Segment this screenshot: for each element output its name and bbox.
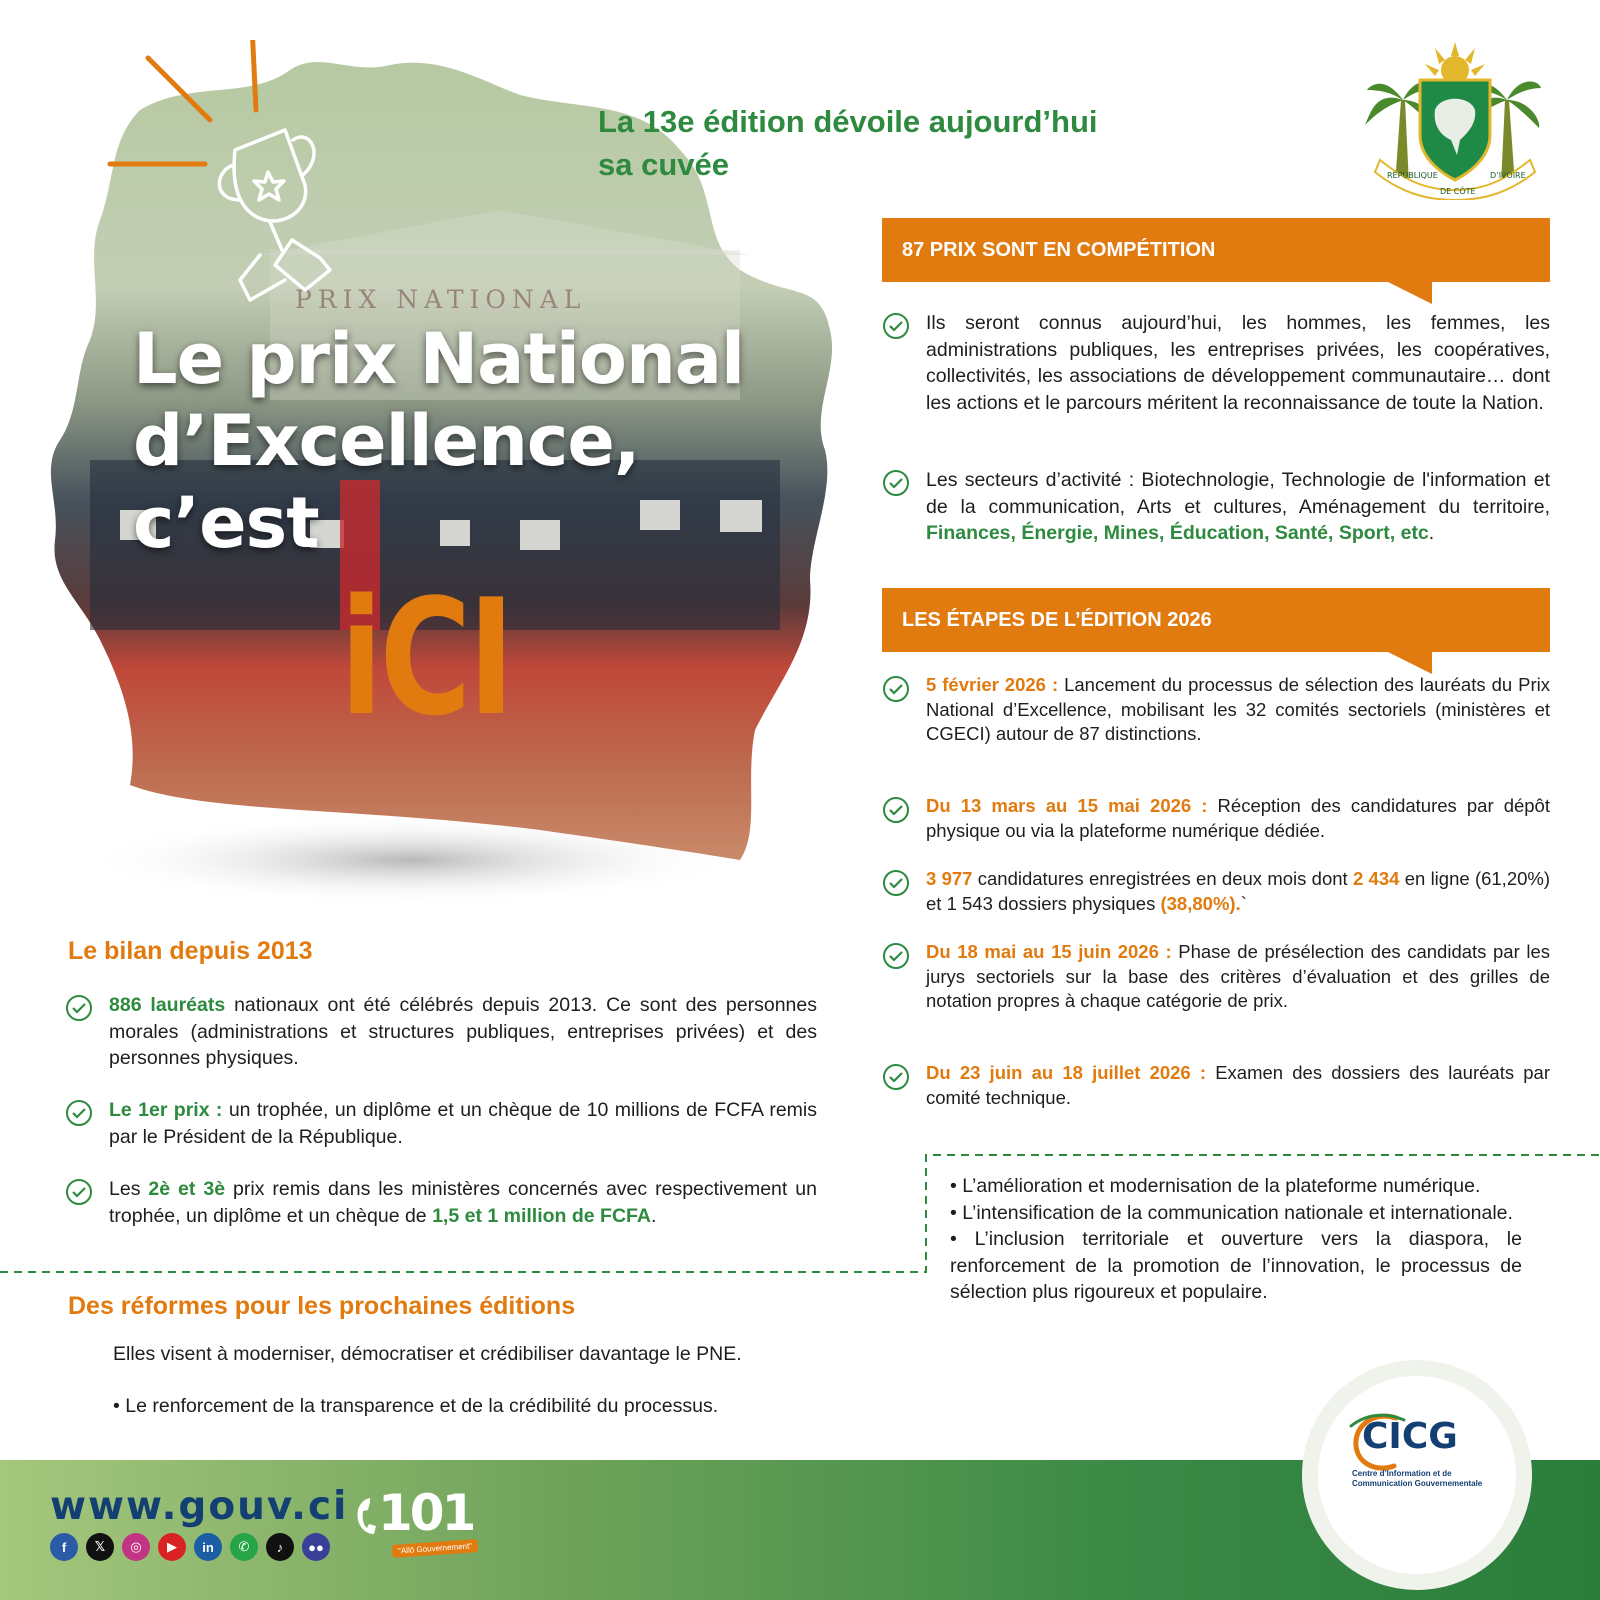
bilan-title: Le bilan depuis 2013 bbox=[68, 937, 313, 965]
bilan-2-highlight: Le 1er prix : bbox=[109, 1099, 223, 1121]
check-circle-icon bbox=[882, 1063, 910, 1091]
facebook-icon[interactable]: f bbox=[50, 1533, 78, 1561]
bilan-1-highlight: 886 lauréats bbox=[109, 994, 226, 1016]
sectors-end: . bbox=[1428, 522, 1435, 544]
check-circle-icon bbox=[65, 1099, 93, 1127]
step-3-physical-pct: (38,80%). bbox=[1160, 892, 1241, 914]
cicg-fullname-line1: Centre d’Information et de bbox=[1352, 1469, 1452, 1478]
step-item-1 bbox=[882, 673, 1550, 747]
intro-line1: La 13e édition dévoile aujourd’hui bbox=[598, 104, 1098, 139]
competition-item-1-text: Ils seront connus aujourd’hui, les hommes, les femmes, les administrations publiques, les entreprises privées, les coopératives, collectivités, les associations de développement communautaire… dont les actions et le parcours méritent la reconnaissance de toute la Nation. bbox=[926, 312, 1550, 414]
steps-banner: LES ÉTAPES DE L’ÉDITION 2026 bbox=[882, 588, 1550, 652]
competition-item-2 bbox=[882, 467, 1550, 547]
step-3-text-c: ` bbox=[1240, 892, 1247, 914]
check-circle-icon bbox=[882, 869, 910, 897]
youtube-icon[interactable]: ▶ bbox=[158, 1533, 186, 1561]
reformes-right-list bbox=[950, 1173, 1522, 1306]
competition-item-2-text bbox=[926, 467, 1550, 547]
x-icon[interactable]: 𝕏 bbox=[86, 1533, 114, 1561]
reformes-item-platform: • L’amélioration et modernisation de la plateforme numérique. bbox=[950, 1175, 1481, 1197]
bilan-3-text-a: Les bbox=[109, 1178, 149, 1200]
cicg-fullname bbox=[1352, 1469, 1502, 1489]
reformes-item-transparency: • Le renforcement de la transparence et de la crédibilité du processus. bbox=[113, 1395, 719, 1417]
hero-sign-text: PRIX NATIONAL bbox=[295, 285, 587, 314]
intro-line2: sa cuvée bbox=[598, 147, 729, 182]
step-item-3 bbox=[882, 867, 1550, 916]
bilan-item-2 bbox=[65, 1097, 817, 1150]
step-4-date: Du 18 mai au 15 juin 2026 : bbox=[926, 941, 1172, 962]
step-2-text: Réception des candidatures par dépôt physique ou via la plateforme numérique dédiée. bbox=[926, 795, 1550, 841]
bilan-2-text: un trophée, un diplôme et un chèque de 10 millions de FCFA remis par le Président de la République. bbox=[109, 1099, 818, 1148]
reformes-item-communication: • L’intensification de la communication nationale et internationale. bbox=[950, 1201, 1513, 1224]
hotline-number: 101 bbox=[378, 1484, 474, 1542]
hero-headline bbox=[133, 318, 744, 564]
reformes-intro: Elles visent à moderniser, démocratiser et crédibiliser davantage le PNE. bbox=[113, 1343, 742, 1365]
coat-ribbon-right: D’IVOIRE bbox=[1490, 171, 1526, 180]
step-1-date: 5 février 2026 : bbox=[926, 674, 1059, 695]
linkedin-icon[interactable]: in bbox=[194, 1533, 222, 1561]
hero-headline-line2: d’Excellence, bbox=[133, 400, 640, 482]
check-circle-icon bbox=[882, 469, 910, 497]
sectors-text: Les secteurs d’activité : Biotechnologie, Technologie de l'information et de la communication, Arts et cultures, Aménagement du territoire, bbox=[926, 469, 1550, 518]
hero-headline-line1: Le prix National bbox=[133, 318, 745, 400]
competition-banner: 87 PRIX SONT EN COMPÉTITION bbox=[882, 218, 1550, 282]
reformes-item-inclusion: • L’inclusion territoriale et ouverture vers la diaspora, le renforcement de la promotion de l’innovation, le processus de sélection plus rigoureux et populaire. bbox=[950, 1228, 1522, 1303]
hero-headline-line3: c’est bbox=[133, 482, 319, 564]
tiktok-icon[interactable]: ♪ bbox=[266, 1533, 294, 1561]
competition-item-1 bbox=[882, 310, 1550, 416]
sectors-highlight: Finances, Énergie, Mines, Éducation, Santé, Sport, etc bbox=[926, 522, 1429, 544]
website-link[interactable]: www.gouv.ci bbox=[50, 1484, 349, 1529]
step-4-text: Phase de présélection des candidats par les jurys sectoriels sur la base des critères d’évaluation et des grilles de notation propres à chaque catégorie de prix. bbox=[926, 941, 1550, 1011]
cicg-acronym: CICG bbox=[1362, 1416, 1458, 1457]
bilan-3-highlight-a: 2è et 3è bbox=[148, 1178, 226, 1200]
bilan-item-1 bbox=[65, 992, 817, 1072]
phone-icon bbox=[354, 1496, 380, 1536]
step-item-5 bbox=[882, 1061, 1550, 1110]
cicg-fullname-line2: Communication Gouvernementale bbox=[1352, 1479, 1483, 1488]
step-3-text-b: en ligne (61,20%) et 1 543 dossiers physiques bbox=[926, 868, 1551, 914]
intro-title bbox=[598, 100, 1098, 186]
check-circle-icon bbox=[882, 312, 910, 340]
step-2-date: Du 13 mars au 15 mai 2026 : bbox=[926, 795, 1208, 816]
check-circle-icon bbox=[65, 994, 93, 1022]
bilan-3-text-b: prix remis dans les ministères concernés avec respectivement un trophée, un diplôme et un chèque de bbox=[109, 1178, 817, 1227]
step-3-total: 3 977 bbox=[926, 868, 973, 889]
step-item-4 bbox=[882, 940, 1550, 1014]
step-1-text: Lancement du processus de sélection des lauréats du Prix National d’Excellence, mobilisant les 32 comités sectoriels (ministères et CGECI) autour de 87 distinctions. bbox=[926, 674, 1550, 744]
hotline-tag: "Allô Gouvernement" bbox=[392, 1539, 479, 1558]
bilan-3-text-c: . bbox=[650, 1204, 657, 1227]
bilan-1-text: nationaux ont été célébrés depuis 2013. Ce sont des personnes morales (administrations et structures publiques, entreprises privées) et des personnes physiques. bbox=[109, 994, 817, 1069]
check-circle-icon bbox=[882, 942, 910, 970]
coat-ribbon-center: DE CÔTE bbox=[1440, 187, 1476, 196]
whatsapp-icon[interactable]: ✆ bbox=[230, 1533, 258, 1561]
bilan-3-highlight-b: 1,5 et 1 million de FCFA bbox=[432, 1204, 651, 1227]
check-circle-icon bbox=[882, 675, 910, 703]
hero-ici-text: iCI bbox=[340, 564, 512, 751]
flickr-icon[interactable]: ●● bbox=[302, 1533, 330, 1561]
reformes-title: Des réformes pour les prochaines éditions bbox=[68, 1292, 576, 1320]
step-5-date: Du 23 juin au 18 juillet 2026 : bbox=[926, 1062, 1207, 1083]
step-3-text-a: candidatures enregistrées en deux mois dont bbox=[972, 868, 1353, 889]
step-3-online: 2 434 bbox=[1352, 868, 1400, 889]
coat-of-arms-emblem bbox=[1365, 40, 1545, 200]
step-item-2 bbox=[882, 794, 1550, 843]
cicg-logo bbox=[1318, 1376, 1516, 1574]
instagram-icon[interactable]: ◎ bbox=[122, 1533, 150, 1561]
coat-ribbon-left: RÉPUBLIQUE bbox=[1387, 171, 1438, 180]
step-5-text: Examen des dossiers des lauréats par comité technique. bbox=[926, 1062, 1550, 1108]
hotline-badge[interactable] bbox=[354, 1484, 484, 1560]
check-circle-icon bbox=[882, 796, 910, 824]
